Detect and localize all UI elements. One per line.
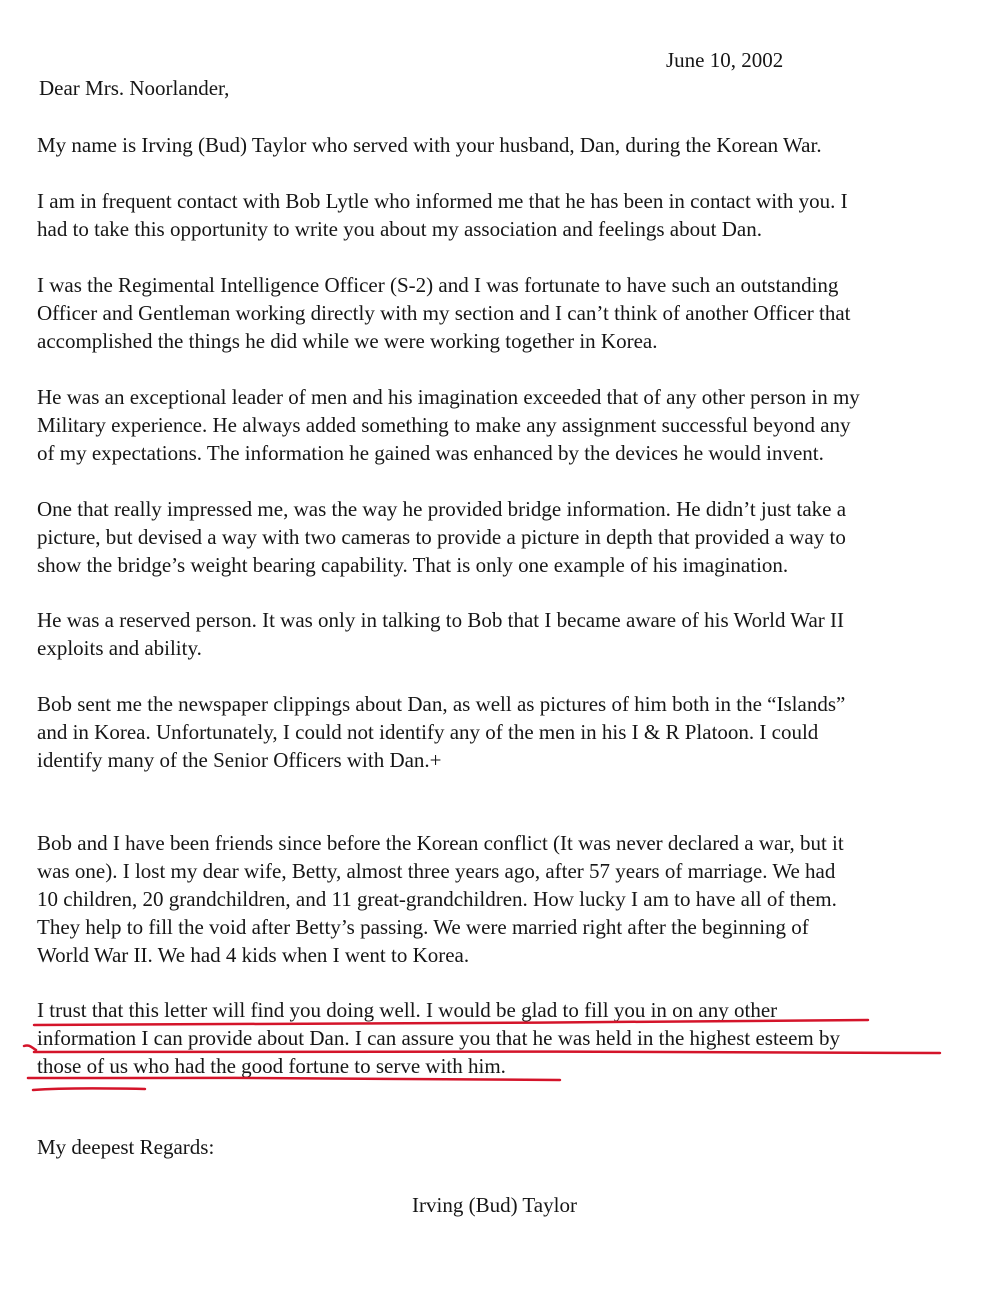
paragraph-line: I trust that this letter will find you doing well. I would be glad to fill you in on any other [37,998,778,1022]
paragraph-bridge [37,495,967,579]
paragraph-line: Bob and I have been friends since before the Korean conflict (It was never declared a war, but it [37,831,844,855]
salutation: Dear Mrs. Noorlander, [39,76,230,100]
paragraph-closing-remarks [37,996,967,1080]
paragraph-introduction [37,131,967,159]
paragraph-line: I am in frequent contact with Bob Lytle who informed me that he has been in contact with you. I [37,189,848,213]
paragraph-line: 10 children, 20 grandchildren, and 11 great-grandchildren. How lucky I am to have all of them. [37,887,837,911]
paragraph-family [37,829,967,969]
paragraph-line: of my expectations. The information he gained was enhanced by the devices he would invent. [37,441,824,465]
paragraph-line: and in Korea. Unfortunately, I could not identify any of the men in his I & R Platoon. I could [37,720,819,744]
paragraph-line: had to take this opportunity to write you about my association and feelings about Dan. [37,217,762,241]
paragraph-clippings [37,690,967,774]
paragraph-line: picture, but devised a way with two cameras to provide a picture in depth that provided a way to [37,525,846,549]
paragraph-line: identify many of the Senior Officers with Dan.+ [37,748,442,772]
paragraph-contact [37,187,967,243]
paragraph-line: was one). I lost my dear wife, Betty, almost three years ago, after 57 years of marriage. We had [37,859,836,883]
paragraph-reserved [37,606,967,662]
paragraph-line: They help to fill the void after Betty’s passing. We were married right after the beginning of [37,915,809,939]
paragraph-officer [37,271,967,355]
underline-stroke [33,1088,145,1090]
paragraph-line: He was an exceptional leader of men and his imagination exceeded that of any other person in my [37,385,860,409]
paragraph-line: I was the Regimental Intelligence Officer (S-2) and I was fortunate to have such an outstanding [37,273,839,297]
paragraph-line: My name is Irving (Bud) Taylor who served with your husband, Dan, during the Korean War. [37,133,822,157]
paragraph-line: accomplished the things he did while we were working together in Korea. [37,329,658,353]
signature: Irving (Bud) Taylor [412,1193,577,1217]
paragraph-line: show the bridge’s weight bearing capability. That is only one example of his imagination. [37,553,789,577]
paragraph-leader [37,383,967,467]
paragraph-line: He was a reserved person. It was only in talking to Bob that I became aware of his World War II [37,608,845,632]
paragraph-line: Military experience. He always added something to make any assignment successful beyond any [37,413,851,437]
paragraph-line: World War II. We had 4 kids when I went to Korea. [37,943,470,967]
underline-stroke [24,1045,36,1050]
letter-date: June 10, 2002 [666,48,784,72]
paragraph-line: information I can provide about Dan. I can assure you that he was held in the highest esteem by [37,1026,841,1050]
paragraph-line: exploits and ability. [37,636,202,660]
paragraph-line: those of us who had the good fortune to serve with him. [37,1054,506,1078]
paragraph-line: One that really impressed me, was the way he provided bridge information. He didn’t just take a [37,497,847,521]
paragraph-line: Bob sent me the newspaper clippings about Dan, as well as pictures of him both in the “Islands” [37,692,846,716]
paragraph-line: Officer and Gentleman working directly with my section and I can’t think of another Officer that [37,301,851,325]
closing: My deepest Regards: [37,1135,215,1159]
